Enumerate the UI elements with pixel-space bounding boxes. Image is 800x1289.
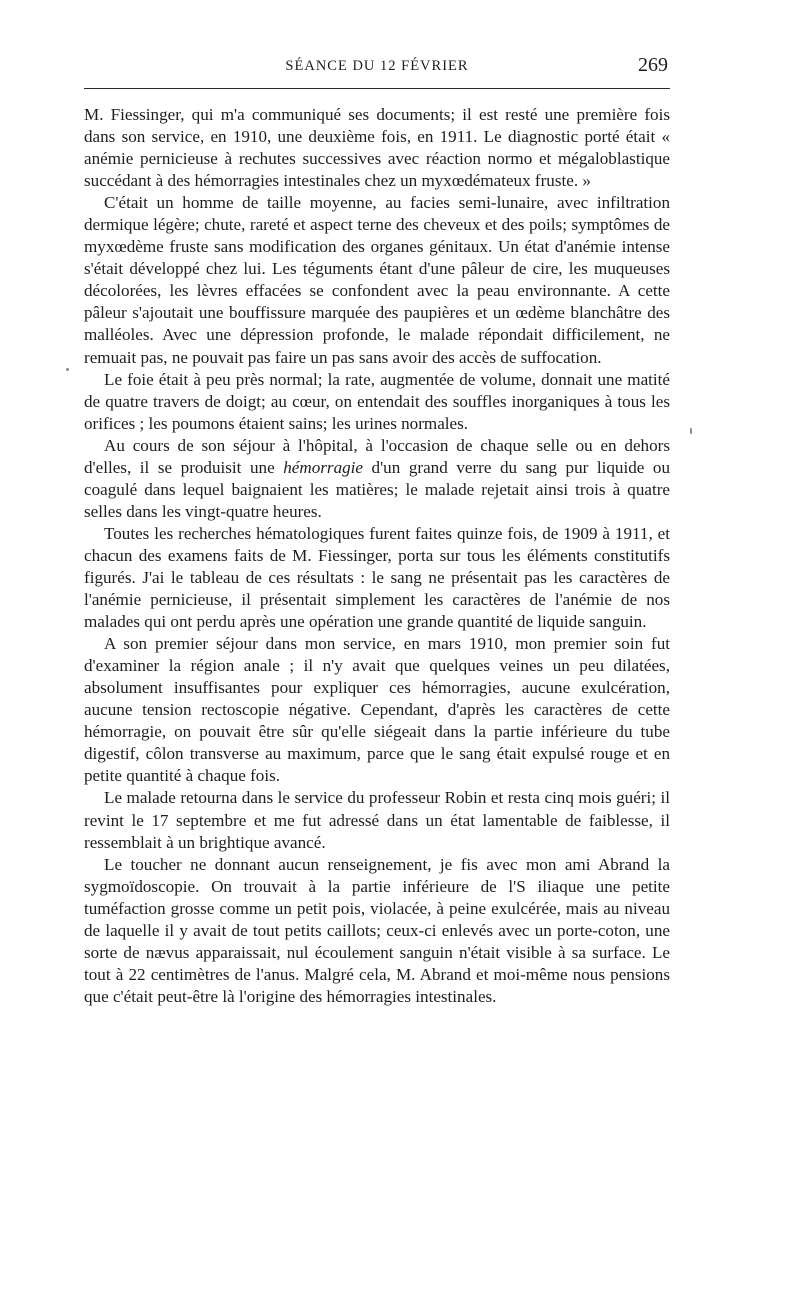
paragraph: Le malade retourna dans le service du professeur Robin et resta cinq mois guéri; il revint le 17 septembre et me fut adressé dans un état lamentable de faiblesse, il ressemblait à un brightique avancé. [84,788,670,852]
paragraph: Le toucher ne donnant aucun renseignement, je fis avec mon ami Abrand la sygmoïdoscopie. On trouvait à la partie inférieure de l'S iliaque une petite tuméfaction grosse comme un petit pois, violacée, à peine exulcérée, mais au niveau de laquelle il y avait de tout petits caillots; ceux-ci enlevés avec un porte-coton, une sorte de nævus apparaissait, nul écoulement sanguin n'était visible à sa surface. Le tout à 22 centimètres de l'anus. Malgré cela, M. Abrand et moi-même nous pensions que c'était peut-être là l'origine des hémorragies intestinales. [84,854,670,1006]
paragraph: M. Fiessinger, qui m'a communiqué ses documents; il est resté une première fois dans son service, en 1910, une deuxième fois, en 1911. Le diagnostic porté était « anémie pernicieuse à rechutes successives avec réaction normo et mégaloblastique succédant à des hémorragies intestinales chez un myxœdémateux fruste. » [84,105,670,191]
paragraph: Toutes les recherches hématologiques furent faites quinze fois, de 1909 à 1911, et chacun des examens faits de M. Fiessinger, porta sur tous les éléments constitutifs figurés. J'ai le tableau de ces résultats : le sang ne présentait pas les caractères de l'anémie pernicieuse, il présentait simplement les caractères de l'anémie de nos malades qui ont perdu après une opération une grande quantité de liquide sanguin. [84,523,670,632]
paragraph-text: d'un grand verre du sang pur liquide ou coagulé dans lequel baignaient les matières; le malade rejetait ainsi trois à quatre selles dans les vingt-quatre heures. [84,457,671,521]
emphasized-word: hémorragie [283,457,363,477]
header-rule [84,88,670,89]
running-title: SÉANCE DU 12 FÉVRIER [285,58,469,74]
scan-speck [66,368,69,371]
running-head [84,52,670,82]
paragraph [84,435,670,523]
paragraph: Le foie était à peu près normal; la rate, augmentée de volume, donnait une matité de quatre travers de doigt; au cœur, on entendait des souffles inorganiques à tous les orifices ; les poumons étaient sains; les urines normales. [84,369,670,433]
body-text [84,104,670,1008]
paragraph: C'était un homme de taille moyenne, au facies semi-lunaire, avec infiltration dermique légère; chute, rareté et aspect terne des cheveux et des poils; symptômes de myxœdème fruste sans modification des organes génitaux. Un état d'anémie intense s'était développé chez lui. Les téguments étant d'une pâleur de cire, les muqueuses décolorées, les lèvres effacées se confondent avec la peau environnante. A cette pâleur s'ajoutait une bouffissure marquée des paupières et un œdème blanchâtre des malléoles. Avec une dépression profonde, le malade répondait difficilement, ne remuait pas, ne pouvait pas faire un pas sans avoir des accès de suffocation. [84,193,670,367]
scan-speck [690,428,692,434]
page-number: 269 [638,54,668,76]
paragraph-text: Au cours de son séjour à l'hôpital, à l'occasion de chaque selle ou en dehors d'elles, il se produisit une [84,435,670,477]
paragraph: A son premier séjour dans mon service, en mars 1910, mon premier soin fut d'examiner la région anale ; il n'y avait que quelques veines un peu dilatées, absolument insuffisantes pour expliquer ces hémorragies, aucune exulcération, aucune tension rectoscopie négative. Cependant, d'après les caractères de cette hémorragie, on pouvait être sûr qu'elle siégeait dans la partie inférieure du tube digestif, côlon transverse au maximum, parce que le sang était expulsé rouge et en petite quantité à chaque fois. [84,634,670,786]
